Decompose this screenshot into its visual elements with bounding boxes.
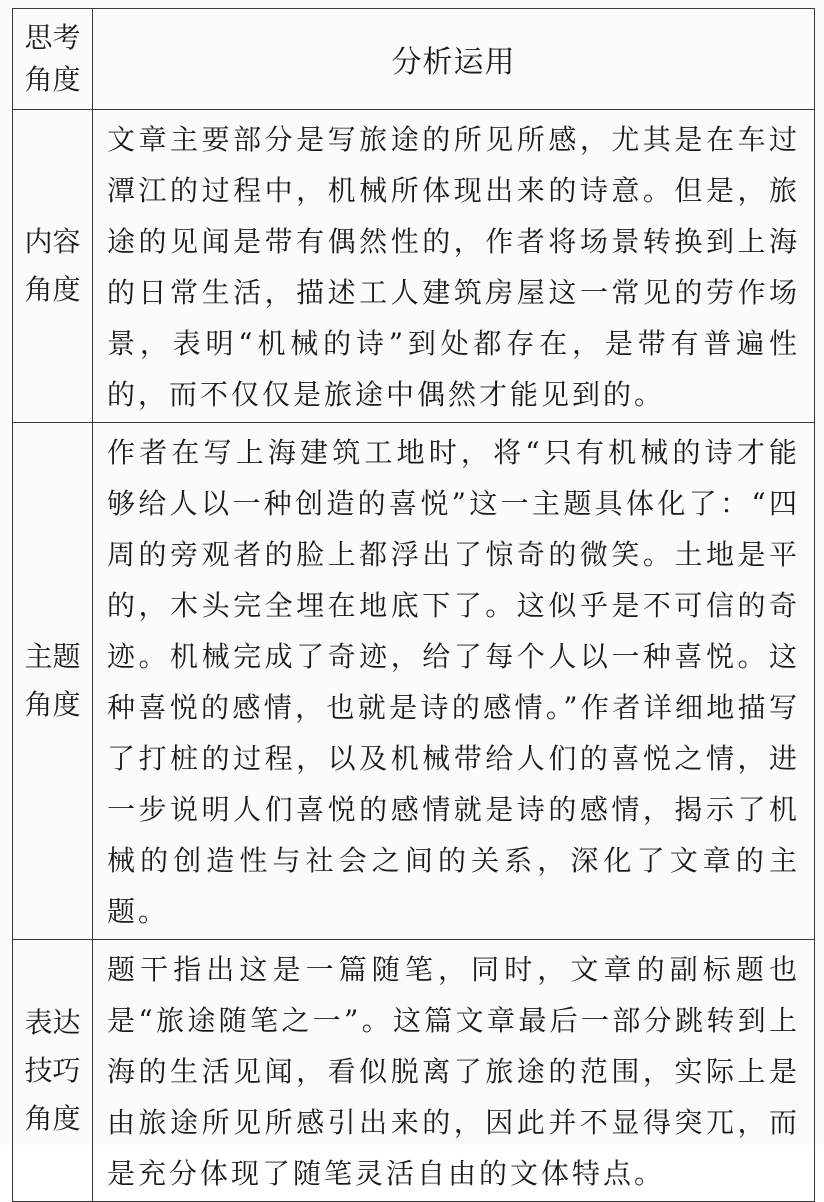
row-label-line: 技巧	[24, 1053, 81, 1087]
table-row-content	[13, 110, 815, 423]
header-analysis-cell: 分析运用	[93, 9, 815, 110]
row-label-line: 主题	[24, 640, 81, 673]
header-angle-line2: 角度	[24, 63, 81, 96]
row-label-line: 角度	[24, 1101, 81, 1135]
table-row-theme	[13, 423, 815, 940]
row-text-content: 文章主要部分是写旅途的所见所感，尤其是在车过潭江的过程中，机械所体现出来的诗意。但是，旅途的见闻是带有偶然性的，作者将场景转换到上海的日常生活，描述工人建筑房屋这一常见的劳作场景，表明“机械的诗”到处都存在，是带有普遍性的，而不仅仅是旅途中偶然才能见到的。	[93, 110, 815, 423]
header-angle-line1: 思考	[24, 21, 81, 54]
row-text-theme: 作者在写上海建筑工地时，将“只有机械的诗才能够给人以一种创造的喜悦”这一主题具体化了：“四周的旁观者的脸上都浮出了惊奇的微笑。土地是平的，木头完全埋在地底下了。这似乎是不可信的奇迹。机械完成了奇迹，给了每个人以一种喜悦。这种喜悦的感情，也就是诗的感情。”作者详细地描写了打桩的过程，以及机械带给人们的喜悦之情，进一步说明人们喜悦的感情就是诗的感情，揭示了机械的创造性与社会之间的关系，深化了文章的主题。	[93, 423, 815, 940]
row-label-technique	[13, 940, 93, 1202]
row-label-line: 角度	[24, 273, 81, 306]
row-label-line: 角度	[24, 688, 81, 721]
analysis-table	[12, 8, 815, 1202]
table-header-row	[13, 9, 815, 110]
row-label-theme	[13, 423, 93, 940]
row-label-line: 表达	[24, 1005, 81, 1039]
row-label-content	[13, 110, 93, 423]
header-angle-cell	[13, 9, 93, 110]
row-text-technique: 题干指出这是一篇随笔，同时，文章的副标题也是“旅途随笔之一”。这篇文章最后一部分跳转到上海的生活见闻，看似脱离了旅途的范围，实际上是由旅途所见所感引出来的，因此并不显得突兀，而是充分体现了随笔灵活自由的文体特点。	[93, 940, 815, 1202]
table-row-technique	[13, 940, 815, 1202]
row-label-line: 内容	[24, 225, 81, 258]
